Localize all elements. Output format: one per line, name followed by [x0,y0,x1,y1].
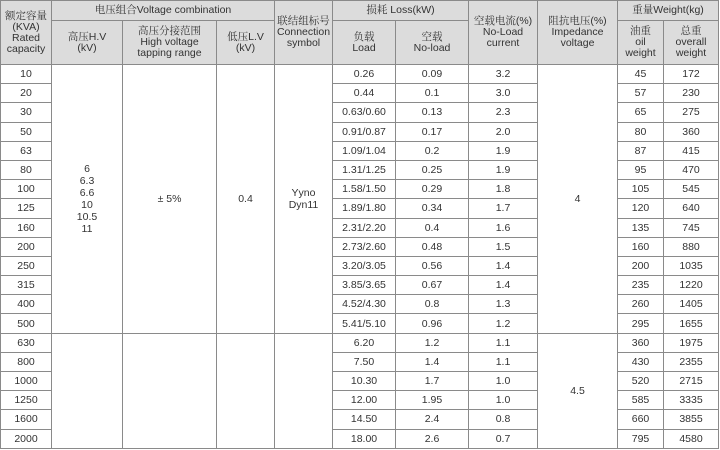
capacity-cell: 500 [1,314,52,333]
no-load-loss-cell: 1.2 [396,333,469,352]
table-row [1,65,719,84]
overall-weight-cell: 545 [664,180,719,199]
oil-weight-cell: 80 [618,122,664,141]
no-load-loss-cell: 0.29 [396,180,469,199]
no-load-loss-cell: 1.4 [396,352,469,371]
no-load-current-cell: 0.7 [469,429,538,448]
hv-values-cell: 6 6.3 6.6 10 10.5 11 [52,65,123,334]
no-load-current-cell: 1.8 [469,180,538,199]
overall-weight-cell: 2355 [664,352,719,371]
capacity-cell: 1000 [1,372,52,391]
load-loss-cell: 3.20/3.05 [333,256,396,275]
overall-weight-cell: 3855 [664,410,719,429]
oil-weight-cell: 120 [618,199,664,218]
load-loss-cell: 2.73/2.60 [333,237,396,256]
capacity-cell: 1250 [1,391,52,410]
load-loss-cell: 0.44 [333,84,396,103]
no-load-current-cell: 1.0 [469,391,538,410]
lv-cell: 0.4 [217,65,275,334]
overall-weight-cell: 1975 [664,333,719,352]
overall-weight-cell: 4580 [664,429,719,448]
oil-weight-cell: 430 [618,352,664,371]
lv-cell-lower [217,333,275,448]
no-load-loss-cell: 0.2 [396,141,469,160]
overall-weight-cell: 1655 [664,314,719,333]
no-load-loss-cell: 2.6 [396,429,469,448]
header-hv: 高压H.V (kV) [52,21,123,65]
oil-weight-cell: 520 [618,372,664,391]
load-loss-cell: 10.30 [333,372,396,391]
load-loss-cell: 18.00 [333,429,396,448]
hv-values-cell-lower [52,333,123,448]
oil-weight-cell: 585 [618,391,664,410]
no-load-loss-cell: 0.1 [396,84,469,103]
capacity-cell: 100 [1,180,52,199]
header-load: 负载 Load [333,21,396,65]
no-load-current-cell: 1.7 [469,199,538,218]
header-lv: 低压L.V (kV) [217,21,275,65]
table-row [1,333,719,352]
no-load-loss-cell: 1.7 [396,372,469,391]
no-load-current-cell: 2.3 [469,103,538,122]
capacity-cell: 160 [1,218,52,237]
capacity-cell: 63 [1,141,52,160]
oil-weight-cell: 45 [618,65,664,84]
overall-weight-cell: 640 [664,199,719,218]
oil-weight-cell: 57 [618,84,664,103]
no-load-loss-cell: 0.8 [396,295,469,314]
impedance-voltage-cell: 4 [538,65,618,334]
overall-weight-cell: 172 [664,65,719,84]
header-loss: 损耗 Loss(kW) [333,1,469,21]
load-loss-cell: 0.26 [333,65,396,84]
capacity-cell: 10 [1,65,52,84]
overall-weight-cell: 275 [664,103,719,122]
load-loss-cell: 1.89/1.80 [333,199,396,218]
no-load-current-cell: 2.0 [469,122,538,141]
no-load-loss-cell: 0.56 [396,256,469,275]
capacity-cell: 400 [1,295,52,314]
capacity-cell: 80 [1,160,52,179]
capacity-cell: 1600 [1,410,52,429]
overall-weight-cell: 360 [664,122,719,141]
oil-weight-cell: 260 [618,295,664,314]
capacity-cell: 30 [1,103,52,122]
overall-weight-cell: 745 [664,218,719,237]
load-loss-cell: 1.58/1.50 [333,180,396,199]
load-loss-cell: 5.41/5.10 [333,314,396,333]
no-load-current-cell: 1.4 [469,276,538,295]
overall-weight-cell: 415 [664,141,719,160]
no-load-loss-cell: 1.95 [396,391,469,410]
header-hv-tapping: 高压分接范围 High voltage tapping range [123,21,217,65]
no-load-current-cell: 1.0 [469,372,538,391]
oil-weight-cell: 65 [618,103,664,122]
oil-weight-cell: 95 [618,160,664,179]
oil-weight-cell: 87 [618,141,664,160]
no-load-current-cell: 1.9 [469,141,538,160]
load-loss-cell: 3.85/3.65 [333,276,396,295]
no-load-loss-cell: 2.4 [396,410,469,429]
connection-symbol-cell-lower [275,333,333,448]
oil-weight-cell: 295 [618,314,664,333]
header-no-load-current: 空载电流(%) No-Load current [469,1,538,65]
load-loss-cell: 0.63/0.60 [333,103,396,122]
oil-weight-cell: 135 [618,218,664,237]
load-loss-cell: 0.91/0.87 [333,122,396,141]
hv-tapping-cell: ± 5% [123,65,217,334]
capacity-cell: 200 [1,237,52,256]
overall-weight-cell: 1405 [664,295,719,314]
connection-symbol-cell: Yyno Dyn11 [275,65,333,334]
oil-weight-cell: 160 [618,237,664,256]
impedance-voltage-cell: 4.5 [538,333,618,448]
no-load-current-cell: 3.0 [469,84,538,103]
overall-weight-cell: 470 [664,160,719,179]
no-load-current-cell: 1.9 [469,160,538,179]
header-oil-weight: 油重 oil weight [618,21,664,65]
no-load-current-cell: 1.5 [469,237,538,256]
table-body [1,65,719,449]
no-load-loss-cell: 0.17 [396,122,469,141]
hv-tapping-cell-lower [123,333,217,448]
load-loss-cell: 4.52/4.30 [333,295,396,314]
load-loss-cell: 1.09/1.04 [333,141,396,160]
oil-weight-cell: 105 [618,180,664,199]
header-weight: 重量Weight(kg) [618,1,719,21]
load-loss-cell: 1.31/1.25 [333,160,396,179]
capacity-cell: 250 [1,256,52,275]
overall-weight-cell: 2715 [664,372,719,391]
overall-weight-cell: 880 [664,237,719,256]
header-rated-capacity: 额定容量 (KVA) Rated capacity [1,1,52,65]
no-load-current-cell: 0.8 [469,410,538,429]
overall-weight-cell: 230 [664,84,719,103]
oil-weight-cell: 660 [618,410,664,429]
load-loss-cell: 14.50 [333,410,396,429]
no-load-current-cell: 1.6 [469,218,538,237]
header-impedance-voltage: 阻抗电压(%) Impedance voltage [538,1,618,65]
load-loss-cell: 7.50 [333,352,396,371]
oil-weight-cell: 360 [618,333,664,352]
no-load-current-cell: 1.3 [469,295,538,314]
oil-weight-cell: 200 [618,256,664,275]
header-voltage-combination: 电压组合Voltage combination [52,1,275,21]
no-load-loss-cell: 0.13 [396,103,469,122]
capacity-cell: 2000 [1,429,52,448]
overall-weight-cell: 1035 [664,256,719,275]
no-load-current-cell: 1.1 [469,352,538,371]
no-load-loss-cell: 0.34 [396,199,469,218]
capacity-cell: 800 [1,352,52,371]
capacity-cell: 315 [1,276,52,295]
overall-weight-cell: 1220 [664,276,719,295]
capacity-cell: 20 [1,84,52,103]
load-loss-cell: 12.00 [333,391,396,410]
capacity-cell: 630 [1,333,52,352]
load-loss-cell: 2.31/2.20 [333,218,396,237]
header-no-load: 空载 No-load [396,21,469,65]
no-load-loss-cell: 0.67 [396,276,469,295]
no-load-current-cell: 1.4 [469,256,538,275]
overall-weight-cell: 3335 [664,391,719,410]
header-connection-symbol: 联结组标号 Connection symbol [275,1,333,65]
no-load-loss-cell: 0.48 [396,237,469,256]
load-loss-cell: 6.20 [333,333,396,352]
no-load-loss-cell: 0.09 [396,65,469,84]
capacity-cell: 125 [1,199,52,218]
no-load-loss-cell: 0.25 [396,160,469,179]
header-overall-weight: 总重 overall weight [664,21,719,65]
no-load-current-cell: 1.2 [469,314,538,333]
capacity-cell: 50 [1,122,52,141]
oil-weight-cell: 795 [618,429,664,448]
no-load-loss-cell: 0.96 [396,314,469,333]
no-load-loss-cell: 0.4 [396,218,469,237]
no-load-current-cell: 1.1 [469,333,538,352]
no-load-current-cell: 3.2 [469,65,538,84]
oil-weight-cell: 235 [618,276,664,295]
